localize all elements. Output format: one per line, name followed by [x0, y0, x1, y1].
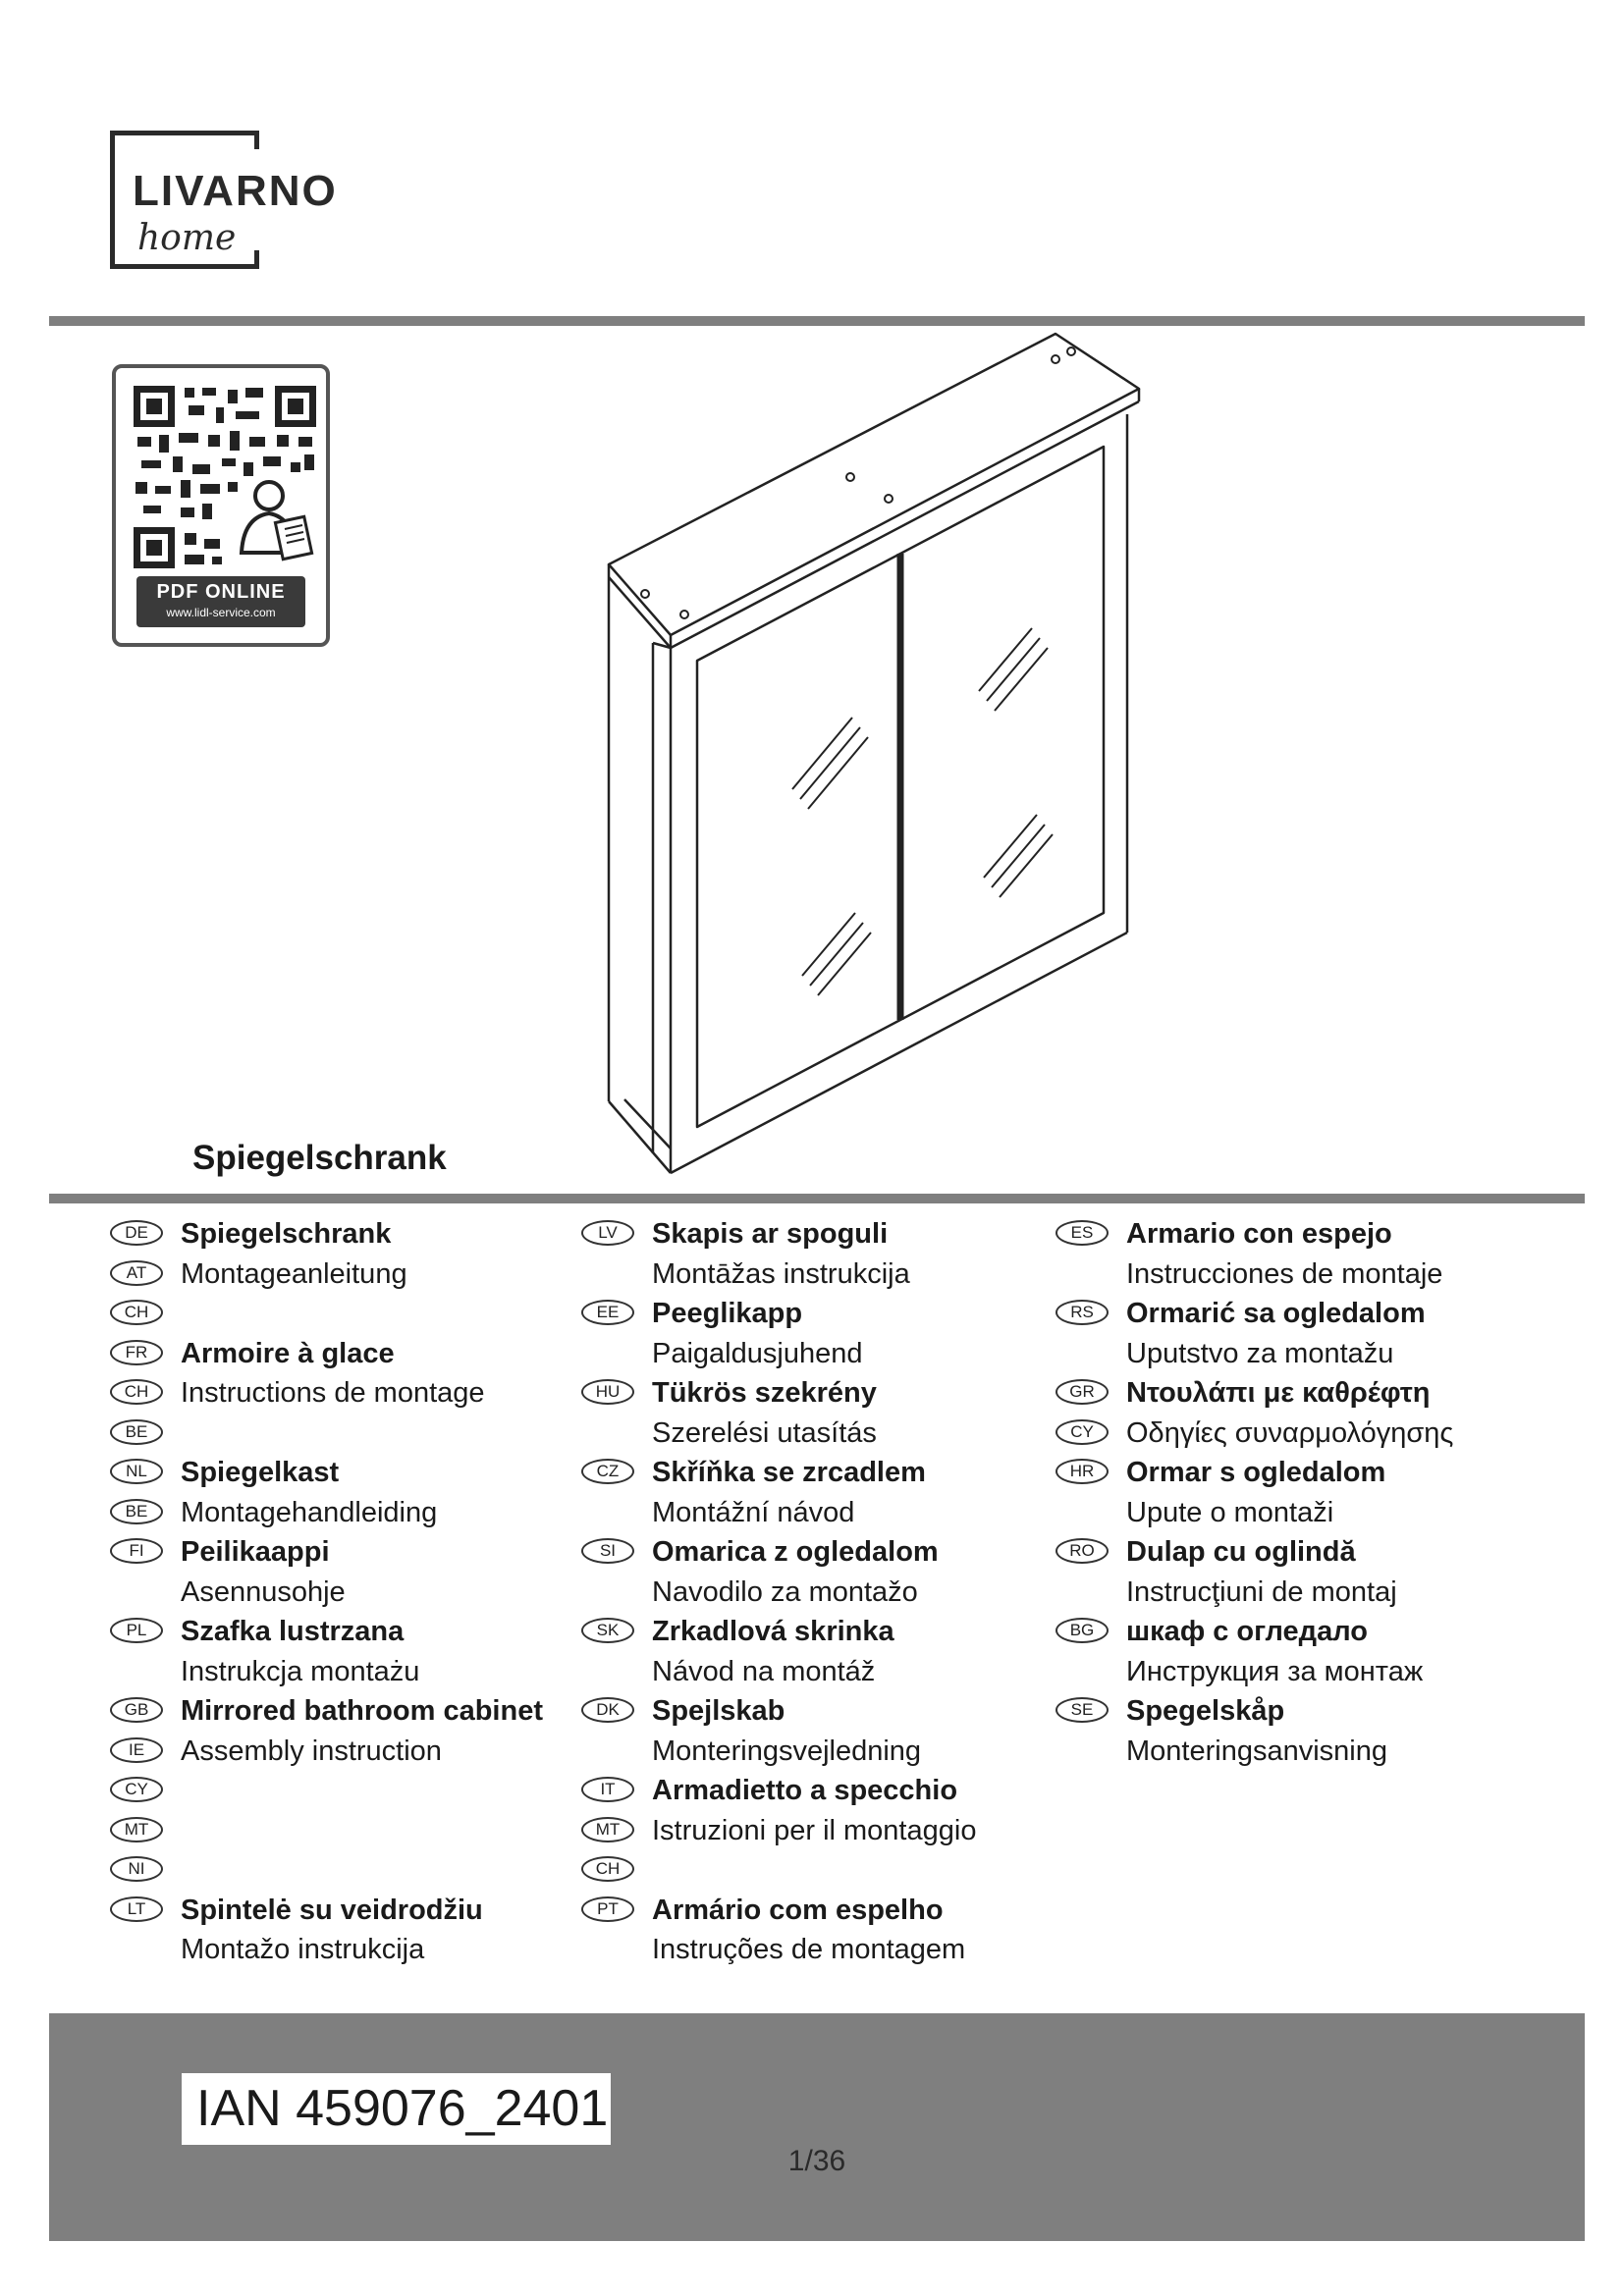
- instruction-label-translation: Upute o montaži: [1126, 1496, 1334, 1528]
- country-code-badge: SE: [1056, 1697, 1109, 1723]
- product-name-translation: Tükrös szekrény: [652, 1377, 877, 1409]
- qr-card[interactable]: [112, 364, 330, 647]
- instruction-label-translation: Instrucciones de montaje: [1126, 1257, 1443, 1290]
- product-name-translation: Dulap cu oglindă: [1126, 1536, 1356, 1568]
- qr-title: PDF ONLINE: [156, 581, 286, 603]
- instruction-label-translation: Montagehandleiding: [181, 1496, 438, 1528]
- instruction-label-translation: Instructions de montage: [181, 1377, 485, 1409]
- qr-url: www.lidl-service.com: [166, 606, 276, 619]
- instruction-label-translation: Szerelési utasítás: [652, 1416, 877, 1449]
- country-code-badge: IE: [110, 1737, 163, 1763]
- product-name-translation: Ντουλάπι με καθρέφτη: [1126, 1377, 1431, 1409]
- footer-band: [49, 2013, 1585, 2241]
- product-title: Spiegelschrank: [192, 1139, 447, 1177]
- instruction-label-translation: Uputstvo za montažu: [1126, 1337, 1394, 1369]
- instruction-label-translation: Montāžas instrukcija: [652, 1257, 910, 1290]
- instruction-label-translation: Assembly instruction: [181, 1735, 442, 1767]
- instruction-label-translation: Инструкция за монтаж: [1126, 1655, 1424, 1687]
- product-name-translation: Armoire à glace: [181, 1337, 395, 1369]
- product-name-translation: Szafka lustrzana: [181, 1616, 405, 1647]
- country-code-badge: PL: [110, 1618, 163, 1643]
- instruction-label-translation: Monteringsvejledning: [652, 1735, 922, 1767]
- country-code-badge: RS: [1056, 1300, 1109, 1325]
- instruction-label-translation: Navodilo za montažo: [652, 1575, 918, 1608]
- country-code-badge: RO: [1056, 1538, 1109, 1564]
- product-name-translation: Spiegelkast: [181, 1457, 340, 1488]
- country-code-badge: NL: [110, 1459, 163, 1484]
- country-code-badge: DK: [581, 1697, 634, 1723]
- product-name-translation: Peeglikapp: [652, 1298, 803, 1329]
- country-code-badge: MT: [581, 1817, 634, 1842]
- mirror-cabinet-illustration: [589, 324, 1159, 1188]
- instruction-label-translation: Montažo instrukcija: [181, 1934, 425, 1965]
- country-code-badge: CY: [110, 1777, 163, 1802]
- country-code-badge: CY: [1056, 1419, 1109, 1445]
- instruction-label-translation: Montážní návod: [652, 1496, 855, 1528]
- product-name-translation: Zrkadlová skrinka: [652, 1616, 894, 1647]
- instruction-label-translation: Instrukcja montażu: [181, 1655, 420, 1687]
- country-code-badge: DE: [110, 1220, 163, 1246]
- qr-code-icon: [134, 386, 316, 568]
- instruction-label-translation: Οδηγίες συναρμολόγησης: [1126, 1416, 1454, 1449]
- country-code-badge: NI: [110, 1856, 163, 1882]
- country-code-badge: PT: [581, 1896, 634, 1922]
- product-name-translation: Armario con espejo: [1126, 1218, 1392, 1250]
- product-name-translation: шкаф с огледало: [1126, 1616, 1368, 1647]
- product-name-translation: Ormarić sa ogledalom: [1126, 1298, 1426, 1329]
- country-code-badge: BE: [110, 1419, 163, 1445]
- instruction-label-translation: Monteringsanvisning: [1126, 1735, 1387, 1767]
- product-name-translation: Spegelskåp: [1126, 1695, 1285, 1727]
- product-name-translation: Spintelė su veidrodžiu: [181, 1894, 483, 1926]
- brand-subname: home: [137, 218, 237, 258]
- logo-frame-tick-bottom: [254, 250, 259, 264]
- country-code-badge: SI: [581, 1538, 634, 1564]
- country-code-badge: LT: [110, 1896, 163, 1922]
- country-code-badge: CZ: [581, 1459, 634, 1484]
- product-name-translation: Omarica z ogledalom: [652, 1536, 939, 1568]
- country-code-badge: FR: [110, 1340, 163, 1365]
- instruction-label-translation: Istruzioni per il montaggio: [652, 1814, 977, 1846]
- country-code-badge: HR: [1056, 1459, 1109, 1484]
- product-name-translation: Armadietto a specchio: [652, 1775, 958, 1806]
- country-code-badge: GR: [1056, 1379, 1109, 1405]
- instruction-label-translation: Paigaldusjuhend: [652, 1337, 863, 1369]
- product-name-translation: Mirrored bathroom cabinet: [181, 1695, 543, 1727]
- brand-name: LIVARNO: [133, 167, 338, 215]
- product-name-translation: Spejlskab: [652, 1695, 785, 1727]
- middle-divider: [49, 1194, 1585, 1203]
- instruction-label-translation: Návod na montáž: [652, 1655, 876, 1687]
- country-code-badge: LV: [581, 1220, 634, 1246]
- qr-label: [136, 576, 305, 627]
- instruction-label-translation: Instruções de montagem: [652, 1934, 966, 1965]
- instruction-label-translation: Asennusohje: [181, 1575, 346, 1608]
- country-code-badge: MT: [110, 1817, 163, 1842]
- country-code-badge: CH: [110, 1379, 163, 1405]
- page-number: 1/36: [787, 2145, 846, 2177]
- product-name-translation: Ormar s ogledalom: [1126, 1457, 1386, 1488]
- product-name-translation: Skříňka se zrcadlem: [652, 1457, 926, 1488]
- country-code-badge: GB: [110, 1697, 163, 1723]
- country-code-badge: SK: [581, 1618, 634, 1643]
- country-code-badge: AT: [110, 1260, 163, 1286]
- country-code-badge: BE: [110, 1499, 163, 1524]
- instruction-label-translation: Instrucţiuni de montaj: [1126, 1575, 1397, 1608]
- country-code-badge: IT: [581, 1777, 634, 1802]
- country-code-badge: ES: [1056, 1220, 1109, 1246]
- country-code-badge: FI: [110, 1538, 163, 1564]
- product-name-translation: Spiegelschrank: [181, 1218, 392, 1250]
- product-name-translation: Peilikaappi: [181, 1536, 330, 1568]
- instruction-label-translation: Montageanleitung: [181, 1257, 407, 1290]
- country-code-badge: BG: [1056, 1618, 1109, 1643]
- country-code-badge: CH: [581, 1856, 634, 1882]
- logo-frame-tick-top: [254, 135, 259, 149]
- country-code-badge: EE: [581, 1300, 634, 1325]
- country-code-badge: CH: [110, 1300, 163, 1325]
- country-code-badge: HU: [581, 1379, 634, 1405]
- product-name-translation: Skapis ar spoguli: [652, 1218, 889, 1250]
- ian-number: IAN 459076_2401: [182, 2073, 611, 2145]
- product-name-translation: Armário com espelho: [652, 1894, 944, 1926]
